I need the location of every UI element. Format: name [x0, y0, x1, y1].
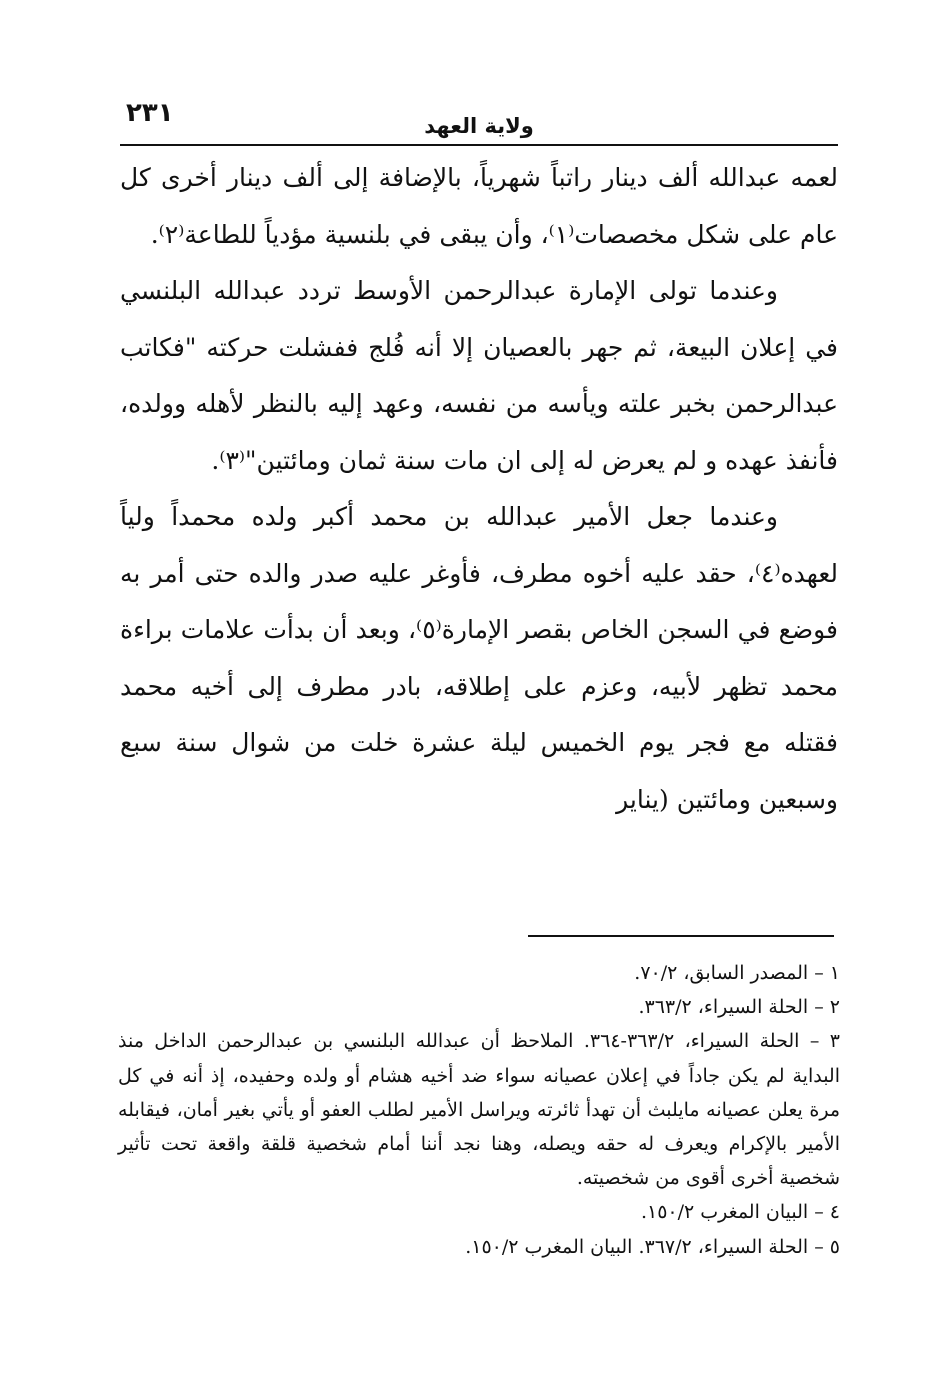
footnote-2: ٢ – الحلة السيراء، ٣٦٣/٢.	[638, 996, 840, 1019]
body-paragraph-2: وعندما تولى الإمارة عبدالرحمن الأوسط تردد عبدالله البلنسي في إعلان البيعة، ثم جهر بالعصيان إلا أنه فُلج ففشلت حركته "فكاتب عبدالرحمن بخبر علته ويأسه من نفسه، وعهد إليه بالنظر لأهله وولده، فأنفذ عهده و لم يعرض له إلى ان مات سنة ثمان ومائتين"⁽٣⁾.	[120, 276, 838, 475]
body-paragraph-3: وعندما جعل الأمير عبدالله بن محمد أكبر ولده محمداً ولياً لعهده⁽٤⁾، حقد عليه أخوه مطرف، فأوغر عليه صدر والده حتى أمر به فوضع في السجن الخاص بقصر الإمارة⁽٥⁾، وبعد أن بدأت علامات براءة محمد تظهر لأبيه، وعزم على إطلاقه، بادر مطرف إلى أخيه محمد فقتله مع فجر يوم الخميس ليلة عشرة خلت من شوال سنة سبع وسبعين ومائتين (يناير	[120, 502, 838, 814]
footnote-3: ٣ – الحلة السيراء، ٣٦٣/٢-٣٦٤. الملاحظ أن عبدالله البلنسي بن عبدالرحمن الداخل منذ البداية لم يكن جاداً في إعلان عصيانه سواء ضد أخيه هشام أو ولده وحفيده، إذ أنه في كل مرة يعلن عصيانه مايلبث أن تهدأ ثائرته ويراسل الأمير لطلب العفو أو يأتي بغير أمان، فيقابله الأمير بالإكرام ويعرف له حقه ويصله، وهنا نجد أننا أمام شخصية قلقة واقعة تحت تأثير شخصية أخرى أقوى من شخصيته.	[118, 1030, 840, 1190]
page-number: ٢٣١	[126, 98, 174, 128]
footnote-1: ١ – المصدر السابق، ٧٠/٢.	[634, 962, 840, 984]
running-title: ولاية العهد	[424, 114, 534, 138]
body-text	[120, 150, 838, 828]
footnote-4: ٤ – البيان المغرب ١٥٠/٢.	[640, 1201, 840, 1224]
footnote-5: ٥ – الحلة السيراء، ٣٦٧/٢. البيان المغرب ١٥٠/٢.	[465, 1235, 840, 1258]
page-header	[120, 96, 838, 146]
footnotes	[118, 956, 840, 1264]
header-rule	[120, 144, 838, 146]
body-paragraph-1: لعمه عبدالله ألف دينار راتباً شهرياً، بالإضافة إلى ألف دينار أخرى كل عام على شكل مخصصات⁽١⁾، وأن يبقى في بلنسية مؤدياً للطاعة⁽٢⁾.	[120, 163, 838, 249]
footnote-separator	[528, 935, 834, 937]
